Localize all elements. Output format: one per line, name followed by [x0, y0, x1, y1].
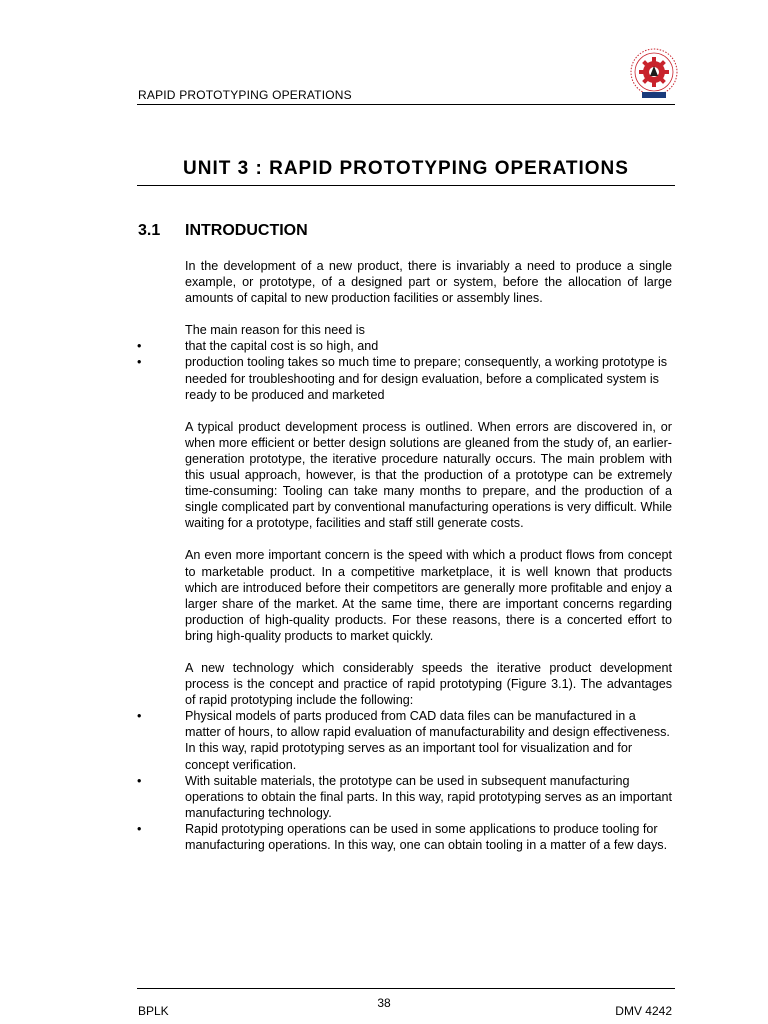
reasons-list: [139, 338, 672, 402]
paragraph-2-intro: The main reason for this need is: [185, 323, 365, 338]
list-item: • With suitable materials, the prototype can be used in subsequent manufacturing operations to obtain the final parts. In this way, rapid prototyping serves as an important manufacturing technology.: [137, 773, 672, 820]
list-item: • Physical models of parts produced from CAD data files can be manufactured in a matter of hours, to allow rapid evaluation of manufacturability and design effectiveness. In this way, rapid prototyping serves as an important tool for visualization and for concept verification.: [137, 709, 670, 772]
bullet-icon: •: [137, 821, 142, 836]
bullet-icon: •: [137, 355, 142, 370]
paragraph-4: An even more important concern is the speed with which a product flows from concept to marketable product. In a competitive marketplace, it is well known that products which are introduced before their competitors are generally more profitable and enjoy a larger share of the market. At the same time, there are important concerns regarding production of high-quality products. For these reasons, there is a concerted effort to bring high-quality products to market quickly.: [185, 548, 672, 643]
running-header: RAPID PROTOTYPING OPERATIONS: [138, 88, 352, 102]
paragraph-1: In the development of a new product, there is invariably a need to produce a single example, or prototype, of a designed part or system, before the allocation of large amounts of capital to new production facilities or assembly lines.: [185, 259, 672, 306]
body-text: [137, 258, 672, 853]
bullet-icon: •: [137, 709, 142, 724]
list-item: • production tooling takes so much time to prepare; consequently, a working prototype is needed for troubleshooting and for design evaluation, before a complicated system is ready to be produced and marketed: [137, 355, 668, 402]
section-title: INTRODUCTION: [185, 222, 308, 239]
bullet-icon: •: [137, 339, 142, 354]
page-number: 38: [377, 996, 391, 1010]
gear-seal-icon: [628, 46, 680, 102]
list-item: • Rapid prototyping operations can be used in some applications to produce tooling for manufacturing operations. In this way, one can obtain tooling in a matter of a few days.: [137, 821, 668, 852]
title-rule: [137, 185, 675, 186]
footer-right: DMV 4242: [615, 1004, 672, 1018]
section-number: 3.1: [138, 222, 161, 239]
footer-rule: [137, 988, 675, 989]
paragraph-3: A typical product development process is outlined. When errors are discovered in, or when more efficient or better design solutions are gleaned from the study of, an earlier-generation prototype, the iterative procedure naturally occurs. The main problem with this usual approach, however, is that the production of a prototype can be extremely time-consuming: Tooling can take many months to prepare, and the production of a single complicated part by conventional manufacturing operations is very difficult. While waiting for a prototype, facilities and staff still generate costs.: [185, 419, 672, 531]
unit-title: UNIT 3 : RAPID PROTOTYPING OPERATIONS: [183, 158, 629, 179]
advantages-list: [139, 708, 672, 853]
list-item: • that the capital cost is so high, and: [137, 339, 379, 354]
footer-left: BPLK: [138, 1004, 169, 1018]
bullet-icon: •: [137, 773, 142, 788]
header-rule: [137, 104, 675, 105]
paragraph-5: A new technology which considerably speeds the iterative product development process is the concept and practice of rapid prototyping (Figure 3.1). The advantages of rapid prototyping include the following:: [185, 660, 672, 708]
